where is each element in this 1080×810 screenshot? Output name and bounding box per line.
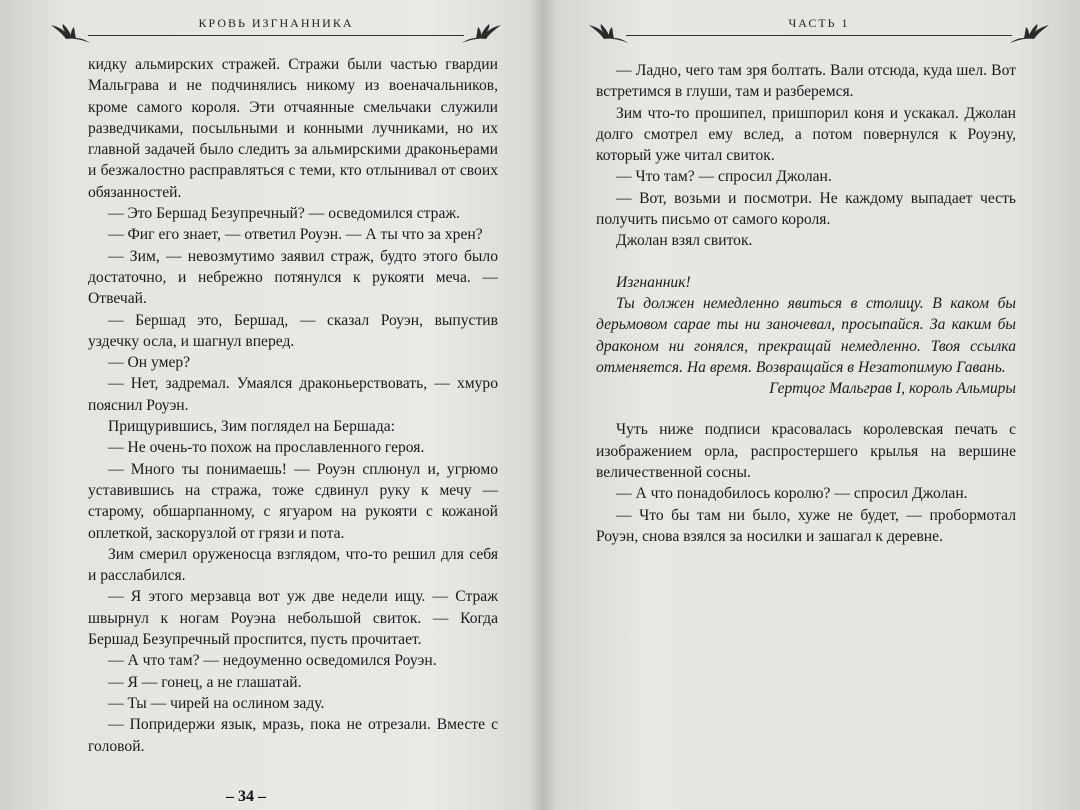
letter-body: Ты должен немедленно явиться в столицу. В каком бы дерьмовом сарае ты ни заночевал, просыпайся. За каким бы драконом ни гонялся, прекращай немедленно. Твоя ссылка отменяется. На время. Возвращайся в Незатопимую Гавань. (596, 294, 1016, 376)
right-page-text (596, 60, 1016, 547)
paragraph: Чуть ниже подписи красовалась королевская печать с изображением орла, распростершего крылья на вершине величественной сосны. (596, 421, 1016, 482)
letter-salutation: Изгнанник! (616, 273, 691, 291)
paragraph: — Ладно, чего там зря болтать. Вали отсюда, куда шел. Вот встретимся в глуши, там и разберемся. (596, 62, 1016, 101)
paragraph: кидку альмирских стражей. Стражи были частью гвардии Мальграва и не подчинялись никому из военачальников, кроме самого короля. Эти отчаянные смельчаки служили разведчиками, посыльными и конными лучниками, но их главной задачей было следить за альмирскими драконьерами и безжалостно расправляться с теми, кто отлынивал от своих обязанностей. (88, 56, 498, 201)
running-header-title: ЧАСТЬ 1 (788, 16, 850, 30)
running-header-title: КРОВЬ ИЗГНАННИКА (198, 16, 354, 30)
paragraph: — Фиг его знает, — ответил Роуэн. — А ты что за хрен? (108, 226, 483, 244)
paragraph: — Зим, — невозмутимо заявил страж, будто этого было достаточно, и небрежно потянулся к рукояти меча. — Отвечай. (88, 247, 498, 308)
paragraph: — Бершад это, Бершад, — сказал Роуэн, выпустив уздечку осла, и шагнул вперед. (88, 311, 498, 350)
paragraph: — Много ты понимаешь! — Роуэн сплюнул и, угрюмо уставившись на стража, тоже сдвинул руку к мечу — старому, обшарпанному, с ягуаром на рукояти с кожаной оплеткой, заскорузлой от грязи и пота. (88, 460, 498, 542)
paragraph: — Попридержи язык, мразь, пока не отрезали. Вместе с головой. (88, 716, 498, 755)
paragraph: — А что понадобилось королю? — спросил Джолан. (616, 485, 968, 503)
paragraph: — Я этого мерзавца вот уж две недели ищу. — Страж швырнул к ногам Роуэна небольшой свиток. — Когда Бершад Безупречный проспится, пусть прочитает. (88, 588, 498, 649)
paragraph: Зим смерил оруженосца взглядом, что-то решил для себя и расслабился. (88, 545, 498, 585)
paragraph: — Я — гонец, а не глашатай. (108, 673, 302, 691)
paragraph: — Что бы там ни было, хуже не будет, — пробормотал Роуэн, снова взялся за носилки и зашагал к деревне. (596, 506, 1016, 545)
header-rule (626, 35, 1012, 36)
right-page (548, 0, 1080, 810)
paragraph: Прищурившись, Зим поглядел на Бершада: (108, 418, 396, 436)
paragraph: — Что там? — спросил Джолан. (616, 168, 832, 186)
spacer (596, 399, 1016, 419)
header-rule (88, 35, 464, 36)
paragraph: — Нет, задремал. Умаялся драконьерствовать, — хмуро пояснил Роуэн. (88, 375, 498, 414)
paragraph: Джолан взял свиток. (616, 232, 753, 250)
paragraph: — Вот, возьми и посмотри. Не каждому выпадает честь получить письмо от самого короля. (596, 189, 1016, 229)
page-number: – 34 – (226, 788, 266, 805)
paragraph: — Это Бершад Безупречный? — осведомился страж. (108, 205, 461, 223)
paragraph: — Не очень-то похож на прославленного героя. (108, 439, 425, 457)
right-running-header (588, 12, 1050, 46)
spacer (596, 252, 1016, 272)
paragraph: — Ты — чирей на ослином заду. (108, 694, 325, 712)
left-page-text (88, 54, 498, 757)
dragon-wing-ornament-icon (1008, 23, 1050, 45)
paragraph: — Он умер? (108, 354, 191, 372)
left-running-header (50, 12, 502, 46)
dragon-wing-ornament-icon (460, 23, 502, 45)
paragraph: — А что там? — недоуменно осведомился Роуэн. (108, 652, 437, 670)
letter-signature: Гертцог Мальграв I, король Альмиры (769, 380, 1016, 398)
paragraph: Зим что-то прошипел, пришпорил коня и ускакал. Джолан долго смотрел ему вслед, а потом повернулся к Роуэну, который уже читал свиток. (596, 104, 1016, 165)
